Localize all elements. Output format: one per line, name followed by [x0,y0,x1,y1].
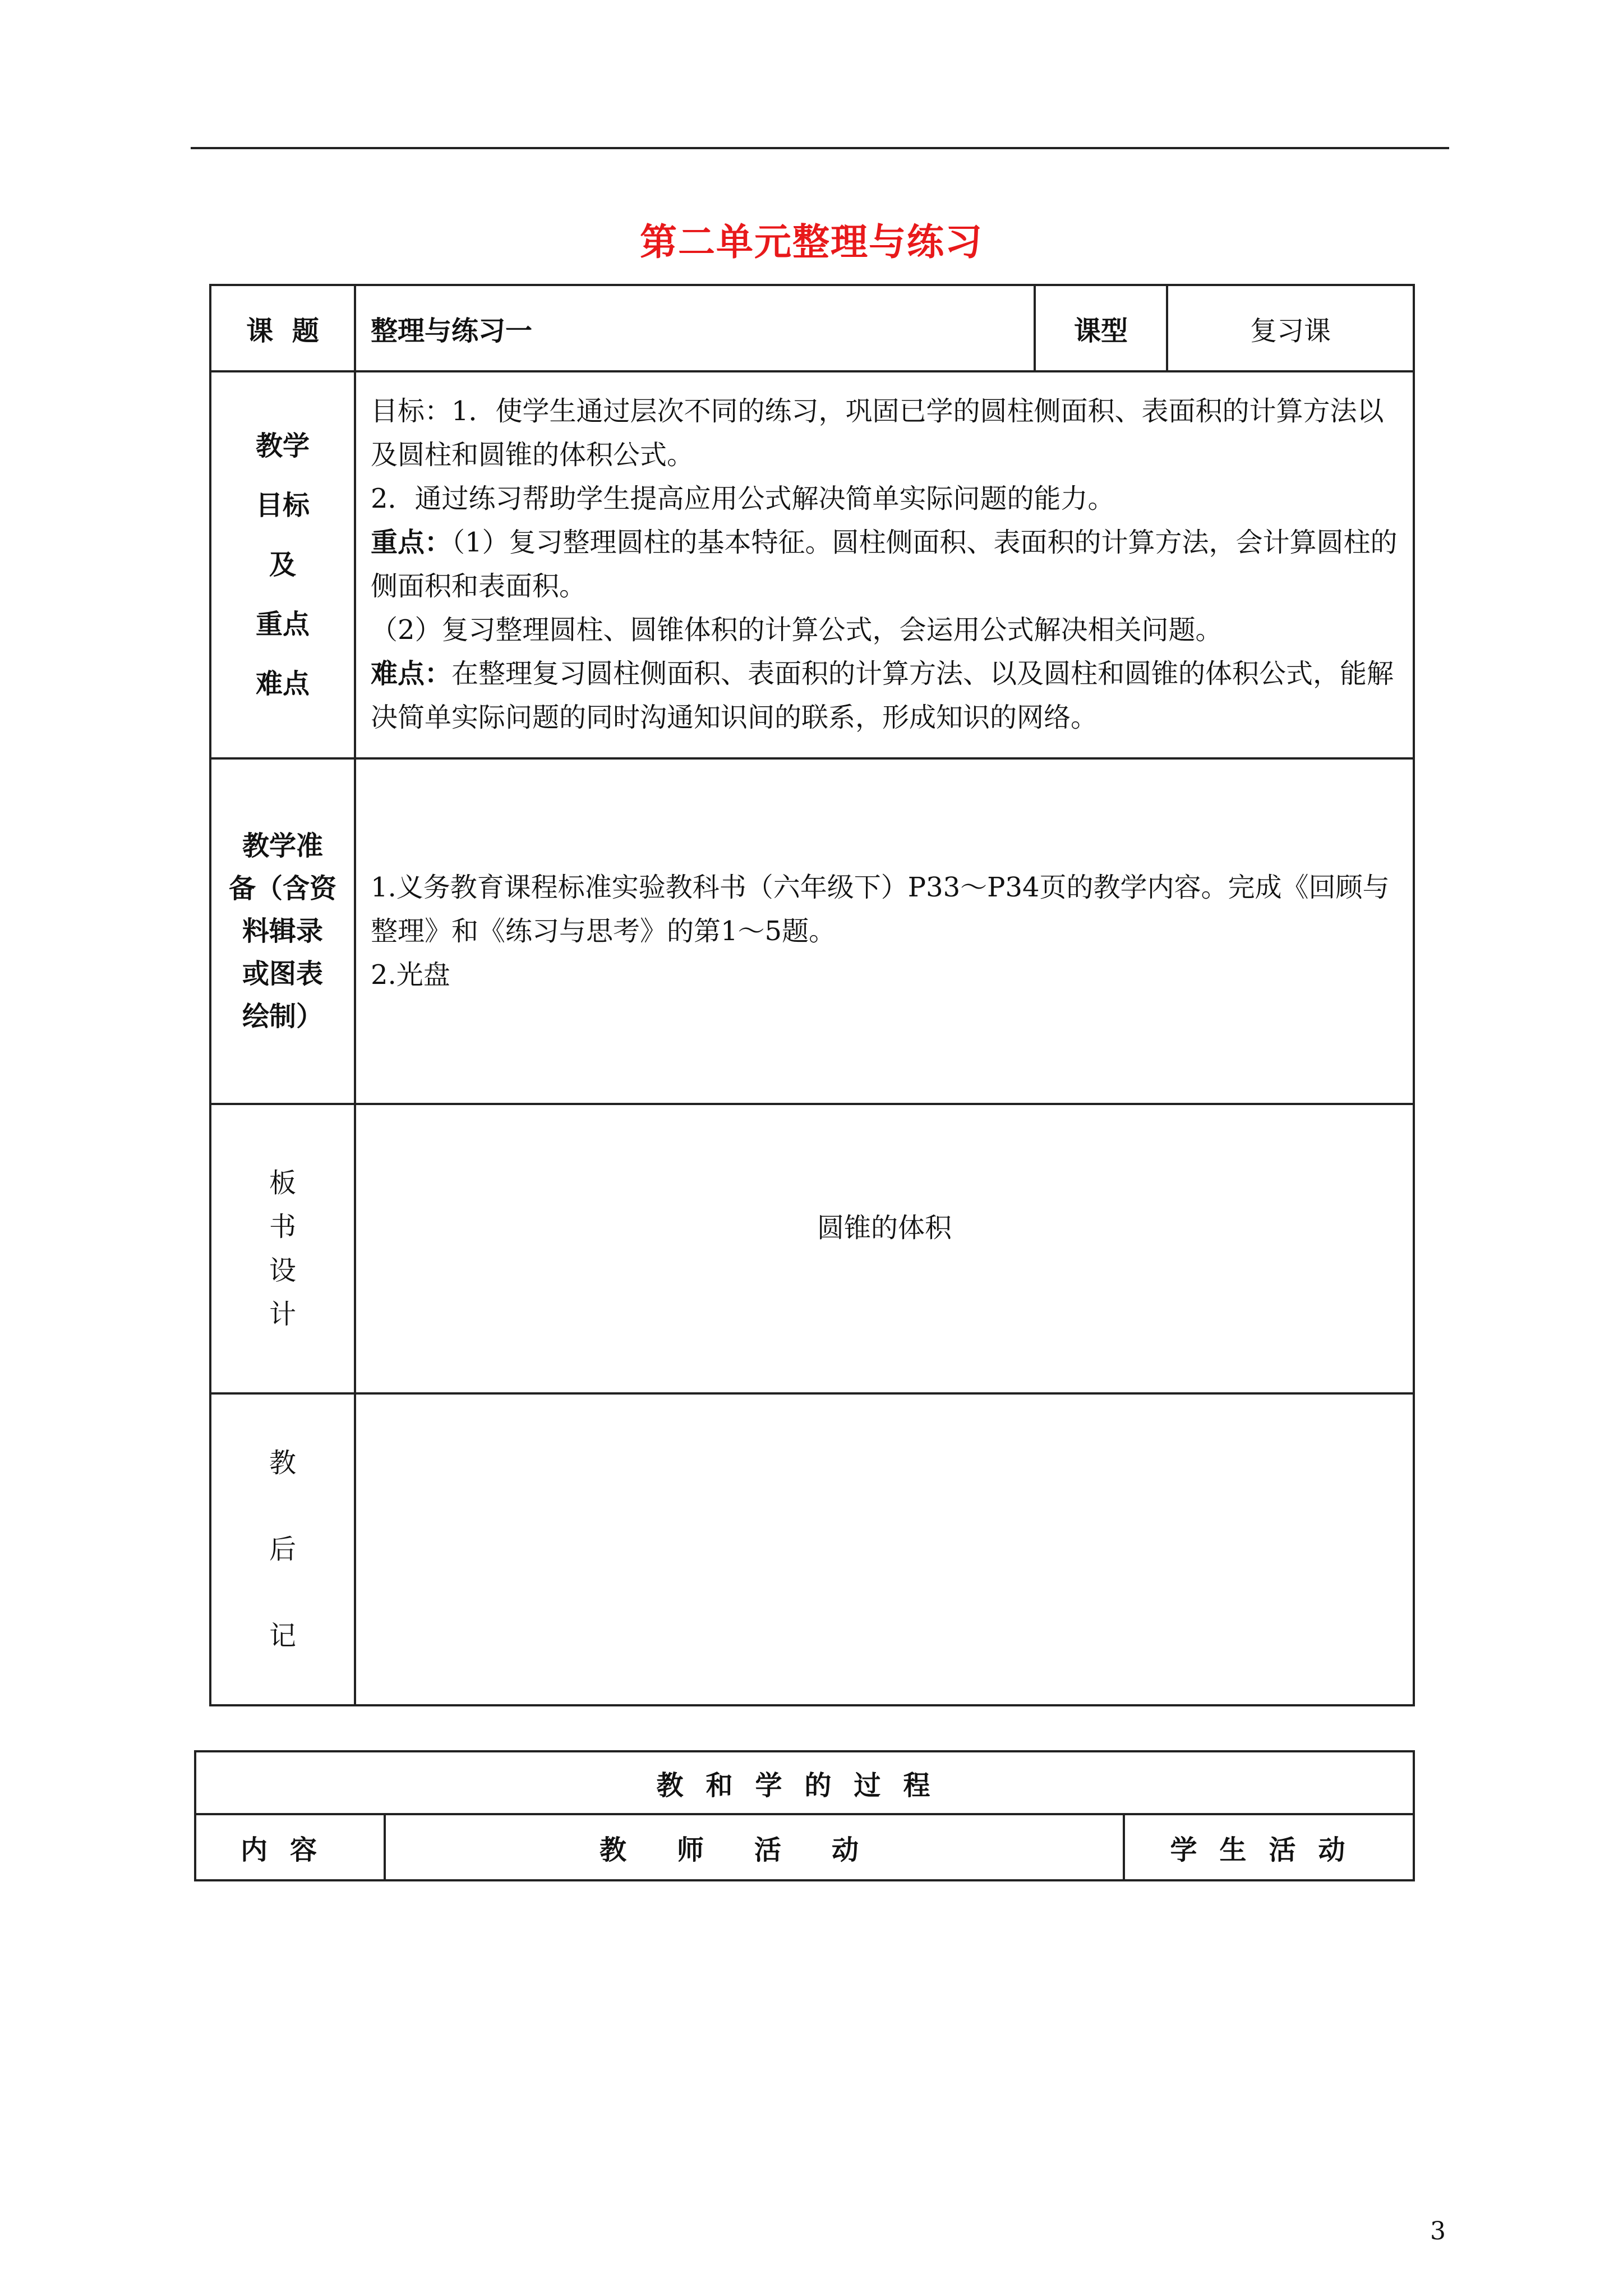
board-title: 圆锥的体积 [817,1212,952,1244]
prep-content [355,758,1414,1104]
process-header-row [195,1751,1414,1814]
board-content [355,1104,1414,1393]
prep-label-line: 料辑录 [242,915,323,947]
topic-value: 整理与练习一 [355,285,1035,371]
difficult-prefix: 难点： [371,658,452,689]
prep-label-line: 绘制） [242,1001,323,1032]
goal-2: 2．通过练习帮助学生提高应用公式解决简单实际问题的能力。 [371,483,1115,514]
board-label-line: 板 [269,1167,296,1199]
board-label-line: 计 [269,1299,296,1330]
goals-label-line: 重点 [255,609,310,640]
process-columns-row [195,1814,1414,1880]
board-label-line: 书 [269,1211,296,1243]
topic-label: 课 题 [210,285,355,371]
lesson-plan-table [209,284,1415,1706]
prep-label [210,758,355,1104]
board-label [210,1104,355,1393]
board-row [210,1104,1414,1393]
key-point-1 [371,521,1400,608]
type-label: 课型 [1035,285,1167,371]
page-title: 第二单元整理与练习 [640,220,983,264]
process-table [194,1750,1415,1881]
prep-item-2: 2.光盘 [371,959,450,991]
prep-row [210,758,1414,1104]
key-text-1: （1）复习整理圆柱的基本特征。圆柱侧面积、表面积的计算方法，会计算圆柱的侧面积和表面积。 [371,527,1398,602]
prep-label-line: 或图表 [242,958,323,990]
goals-label-line: 及 [269,549,296,581]
reflection-row [210,1393,1414,1705]
key-prefix: 重点： [371,527,452,558]
reflection-label-line: 后 [269,1534,296,1565]
goals-content [355,371,1414,758]
board-label-line: 设 [269,1255,296,1286]
prep-label-line: 备（含资 [228,873,336,904]
goals-label-line: 难点 [255,668,310,700]
topic-row [210,285,1414,371]
difficult-point [371,652,1400,739]
prep-item-1: 1.义务教育课程标准实验教科书（六年级下）P33～P34页的教学内容。完成《回顾与整理》和《练习与思考》的第1～5题。 [371,872,1390,947]
page-number: 3 [1430,2217,1446,2246]
process-header: 教和学的过程 [195,1751,1414,1814]
type-value: 复习课 [1167,285,1414,371]
col-student: 学生活动 [1124,1814,1414,1880]
goal-1: 目标：1．使学生通过层次不同的练习，巩固已学的圆柱侧面积、表面积的计算方法以及圆柱和圆锥的体积公式。 [371,395,1384,471]
prep-label-line: 教学准 [242,830,323,862]
difficult-text: 在整理复习圆柱侧面积、表面积的计算方法、以及圆柱和圆锥的体积公式，能解决简单实际问题的同时沟通知识间的联系，形成知识的网络。 [371,658,1394,733]
header-rule [191,147,1449,149]
key-point-2: （2）复习整理圆柱、圆锥体积的计算公式，会运用公式解决相关问题。 [371,614,1223,646]
goals-label-line: 目标 [255,490,310,521]
col-teacher: 教师活动 [385,1814,1124,1880]
goals-row [210,371,1414,758]
goals-label-line: 教学 [255,430,310,462]
reflection-label-line: 记 [269,1620,296,1651]
reflection-label-line: 教 [269,1447,296,1479]
col-content: 内容 [195,1814,385,1880]
reflection-label [210,1393,355,1705]
goals-label [210,371,355,758]
reflection-content [355,1393,1414,1705]
